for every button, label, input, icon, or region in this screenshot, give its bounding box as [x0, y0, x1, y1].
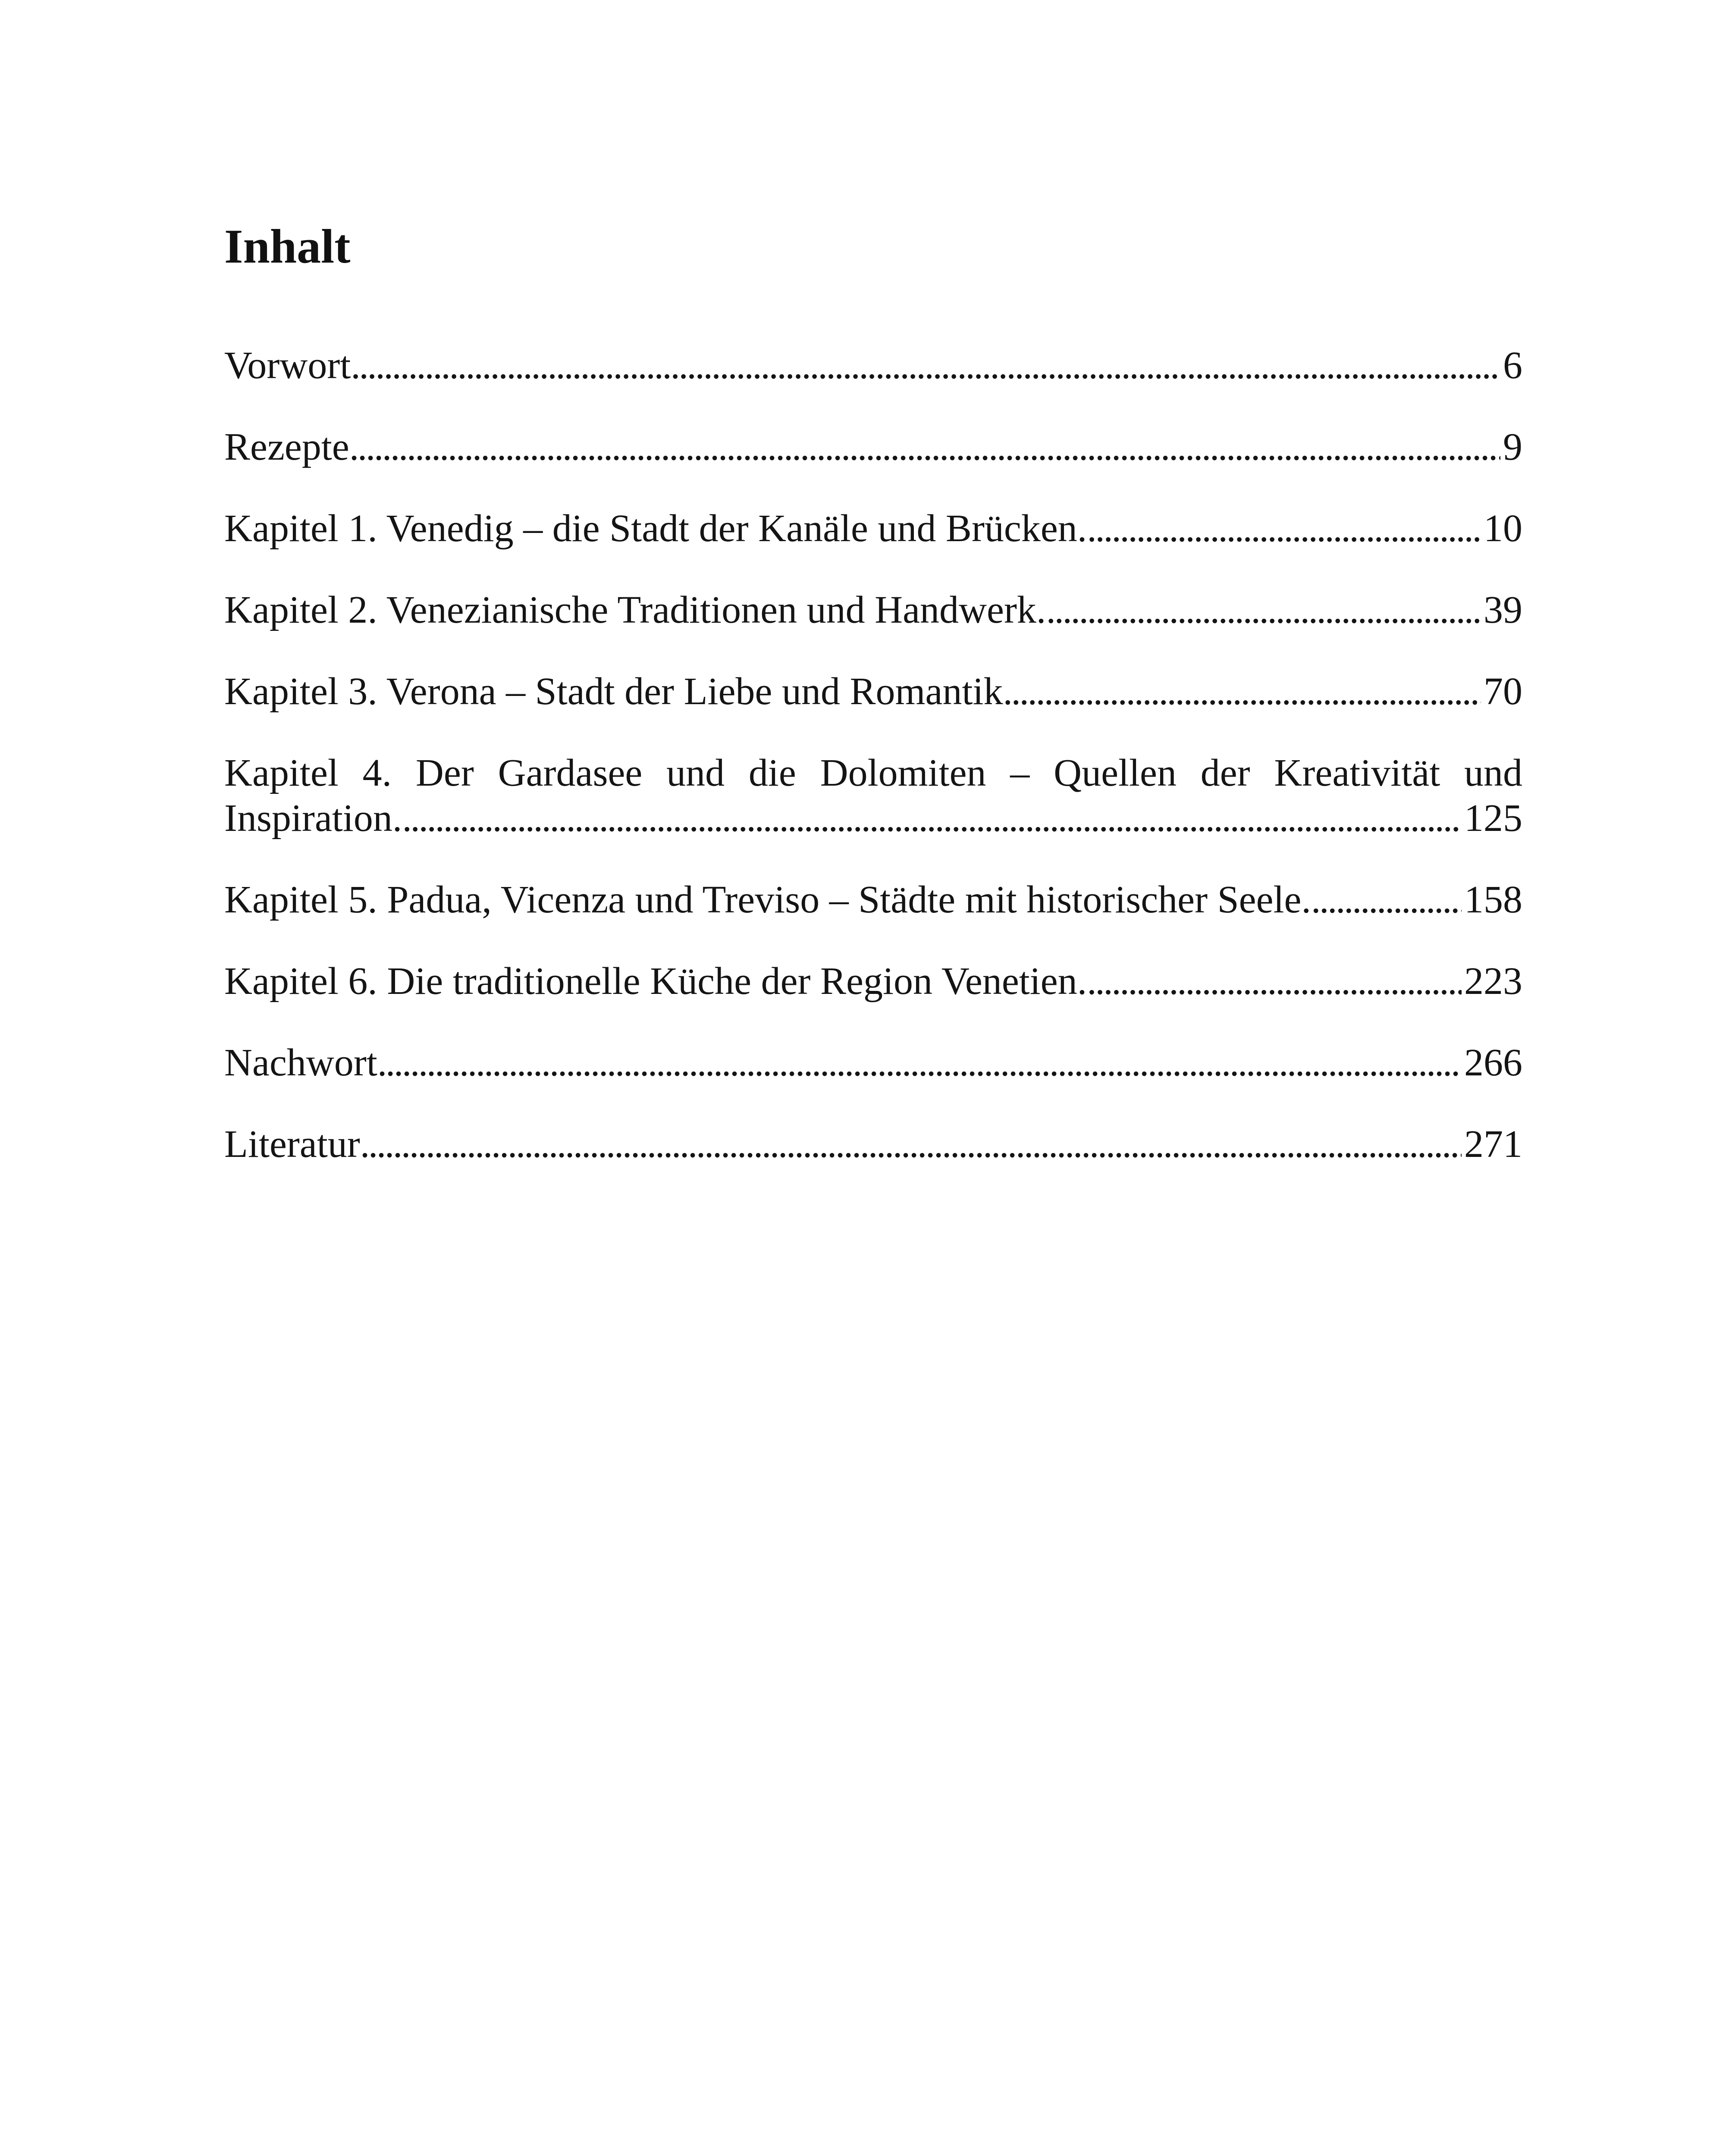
toc-entry-page: 271: [1464, 1123, 1522, 1166]
toc-entry-page: 9: [1503, 426, 1522, 468]
toc-entry-vorwort[interactable]: [224, 343, 1522, 388]
toc-entry-page: 223: [1464, 960, 1522, 1003]
dot-leader: [360, 1122, 1462, 1167]
toc-entry-kapitel-2[interactable]: [224, 587, 1522, 633]
toc-entry-label: Kapitel 3. Verona – Stadt der Liebe und Romantik: [224, 670, 1003, 713]
toc-entry-label: Kapitel 5. Padua, Vicenza und Treviso – Städte mit historischer Seele.: [224, 878, 1311, 921]
dot-leader: [349, 424, 1500, 470]
dot-leader: [351, 343, 1500, 388]
toc-entry-kapitel-6[interactable]: [224, 959, 1522, 1004]
toc-entry-label-line1: Kapitel 4. Der Gardasee und die Dolomiten – Quellen der Kreativität und: [224, 752, 1522, 794]
toc-entry-page: 158: [1464, 878, 1522, 921]
table-of-contents: [224, 343, 1522, 1203]
toc-entry-kapitel-3[interactable]: [224, 669, 1522, 714]
toc-entry-kapitel-4[interactable]: [224, 750, 1522, 841]
toc-entry-label: Inspiration.: [224, 797, 402, 840]
toc-entry-label: Rezepte: [224, 426, 349, 468]
toc-entry-page: 125: [1464, 797, 1522, 840]
toc-entry-kapitel-1[interactable]: [224, 506, 1522, 551]
toc-entry-page: 266: [1464, 1041, 1522, 1084]
toc-entry-label: Nachwort: [224, 1041, 377, 1084]
toc-entry-literatur[interactable]: [224, 1122, 1522, 1167]
toc-title: Inhalt: [224, 220, 351, 273]
dot-leader: [1003, 669, 1481, 714]
dot-leader: [1087, 506, 1481, 551]
toc-entry-page: 6: [1503, 344, 1522, 387]
toc-entry-label: Kapitel 2. Venezianische Traditionen und Handwerk.: [224, 589, 1046, 631]
dot-leader: [1311, 877, 1462, 922]
toc-entry-page: 70: [1484, 670, 1522, 713]
toc-entry-label: Vorwort: [224, 344, 351, 387]
toc-entry-rezepte[interactable]: [224, 424, 1522, 470]
dot-leader: [402, 796, 1462, 841]
toc-entry-label: Kapitel 6. Die traditionelle Küche der Region Venetien.: [224, 960, 1087, 1003]
toc-entry-page: 39: [1484, 589, 1522, 631]
dot-leader: [377, 1040, 1462, 1085]
toc-entry-page: 10: [1484, 507, 1522, 550]
toc-entry-kapitel-5[interactable]: [224, 877, 1522, 922]
dot-leader: [1087, 959, 1462, 1004]
toc-entry-label: Kapitel 1. Venedig – die Stadt der Kanäle und Brücken.: [224, 507, 1087, 550]
dot-leader: [1046, 587, 1481, 633]
toc-entry-nachwort[interactable]: [224, 1040, 1522, 1085]
toc-entry-label: Literatur: [224, 1123, 360, 1166]
